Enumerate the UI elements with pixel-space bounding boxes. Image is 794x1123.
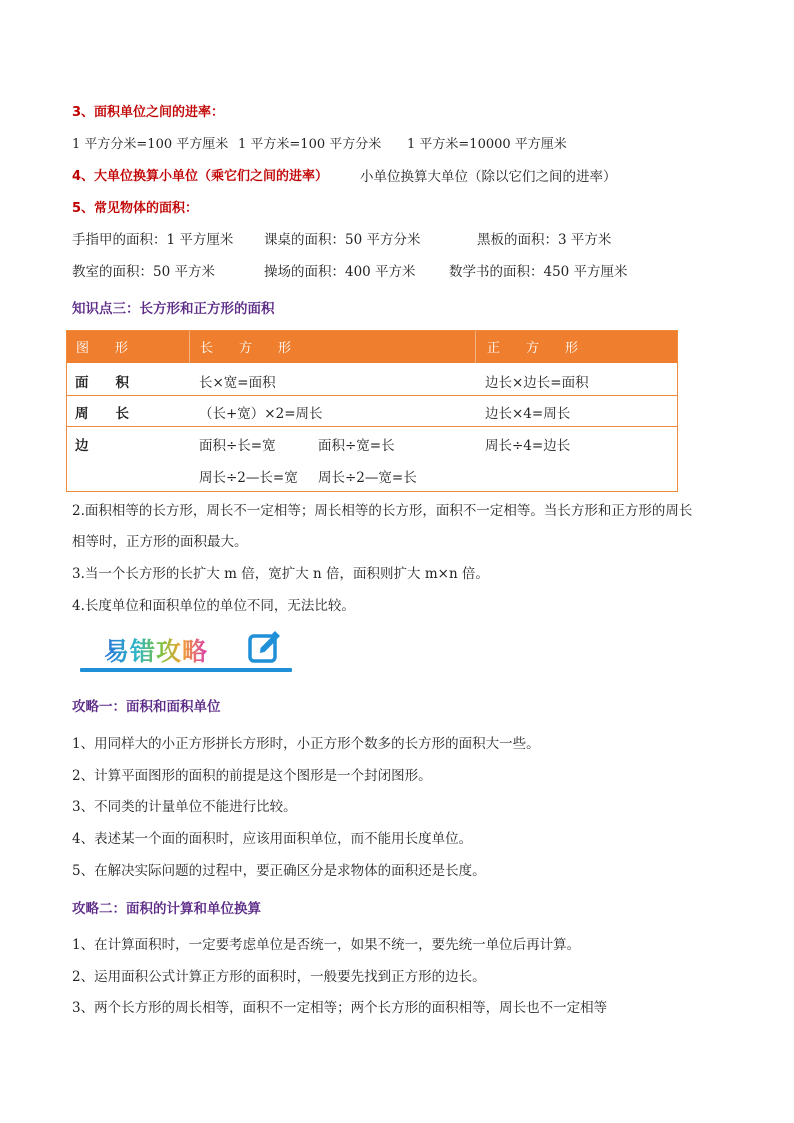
list-item: 3、不同类的计量单位不能进行比较。 — [72, 799, 297, 815]
rect-side-formula: 周长÷2—长=宽 — [199, 470, 298, 486]
rect-area-formula: 长×宽=面积 — [199, 375, 276, 391]
section-5-row-2 — [72, 262, 772, 282]
area-example: 课桌的面积：50 平方分米 — [264, 232, 421, 248]
list-item: 1、用同样大的小正方形拼长方形时，小正方形个数多的长方形的面积大一些。 — [72, 736, 540, 752]
rate-1: 1 平方分米=100 平方厘米 — [72, 137, 229, 152]
header-square: 正 方 形 — [487, 341, 579, 356]
section-5-row-1 — [72, 230, 772, 250]
error-tips-banner — [80, 628, 292, 674]
banner-title: 易错攻略 — [104, 632, 208, 668]
list-item: 5、在解决实际问题的过程中，要正确区分是求物体的面积还是长度。 — [72, 863, 486, 879]
knowledge-point-3-heading: 知识点三：长方形和正方形的面积 — [72, 301, 275, 317]
formula-table — [66, 330, 678, 492]
rect-side-formula: 周长÷2—宽=长 — [318, 470, 417, 486]
area-example: 操场的面积：400 平方米 — [264, 264, 416, 280]
note-2-line-2: 相等时，正方形的面积最大。 — [72, 534, 248, 550]
rect-perimeter-formula: （长+宽）×2=周长 — [199, 406, 323, 422]
section-4-rest: 小单位换算大单位（除以它们之间的进率） — [360, 169, 617, 185]
rect-side-formula: 面积÷长=宽 — [199, 438, 276, 454]
guide-1-heading: 攻略一：面积和面积单位 — [72, 699, 221, 715]
rect-side-formula: 面积÷宽=长 — [318, 438, 395, 454]
section-4-heading: 4、大单位换算小单位（乘它们之间的进率） — [72, 169, 329, 184]
banner-underline — [80, 668, 292, 672]
note-4: 4.长度单位和面积单位的单位不同，无法比较。 — [72, 598, 355, 614]
row-label-side: 边 — [75, 438, 89, 454]
row-label-area: 面 积 — [75, 375, 129, 391]
section-4 — [72, 167, 772, 187]
rate-2: 1 平方米=100 平方分米 — [238, 137, 382, 152]
edit-icon — [246, 630, 282, 666]
list-item: 1、在计算面积时，一定要考虑单位是否统一，如果不统一，要先统一单位后再计算。 — [72, 937, 581, 953]
header-rectangle: 长 方 形 — [200, 341, 292, 356]
square-side-formula: 周长÷4=边长 — [485, 438, 571, 454]
row-label-perimeter: 周 长 — [75, 406, 129, 422]
list-item: 2、运用面积公式计算正方形的面积时，一般要先找到正方形的边长。 — [72, 969, 486, 985]
square-perimeter-formula: 边长×4=周长 — [485, 406, 571, 422]
section-3-heading: 3、面积单位之间的进率： — [72, 105, 225, 120]
area-example: 黑板的面积：3 平方米 — [477, 232, 612, 248]
section-5-heading: 5、常见物体的面积： — [72, 201, 199, 216]
area-example: 手指甲的面积：1 平方厘米 — [72, 232, 234, 248]
list-item: 3、两个长方形的周长相等，面积不一定相等；两个长方形的面积相等，周长也不一定相等 — [72, 1000, 608, 1016]
section-3-rates — [72, 135, 772, 155]
table-header — [67, 331, 677, 363]
guide-2-heading: 攻略二：面积的计算和单位换算 — [72, 901, 261, 917]
rate-3: 1 平方米=10000 平方厘米 — [407, 137, 567, 152]
note-3: 3.当一个长方形的长扩大 m 倍，宽扩大 n 倍，面积则扩大 m×n 倍。 — [72, 566, 489, 582]
square-area-formula: 边长×边长=面积 — [485, 375, 589, 391]
area-example: 数学书的面积：450 平方厘米 — [449, 264, 628, 280]
list-item: 2、计算平面图形的面积的前提是这个图形是一个封闭图形。 — [72, 768, 432, 784]
list-item: 4、表述某一个面的面积时，应该用面积单位，而不能用长度单位。 — [72, 831, 473, 847]
note-2-line-1: 2.面积相等的长方形，周长不一定相等；周长相等的长方形，面积不一定相等。当长方形和正方形的周长 — [72, 503, 693, 519]
area-example: 教室的面积：50 平方米 — [72, 264, 215, 280]
header-shape: 图 形 — [76, 341, 129, 356]
